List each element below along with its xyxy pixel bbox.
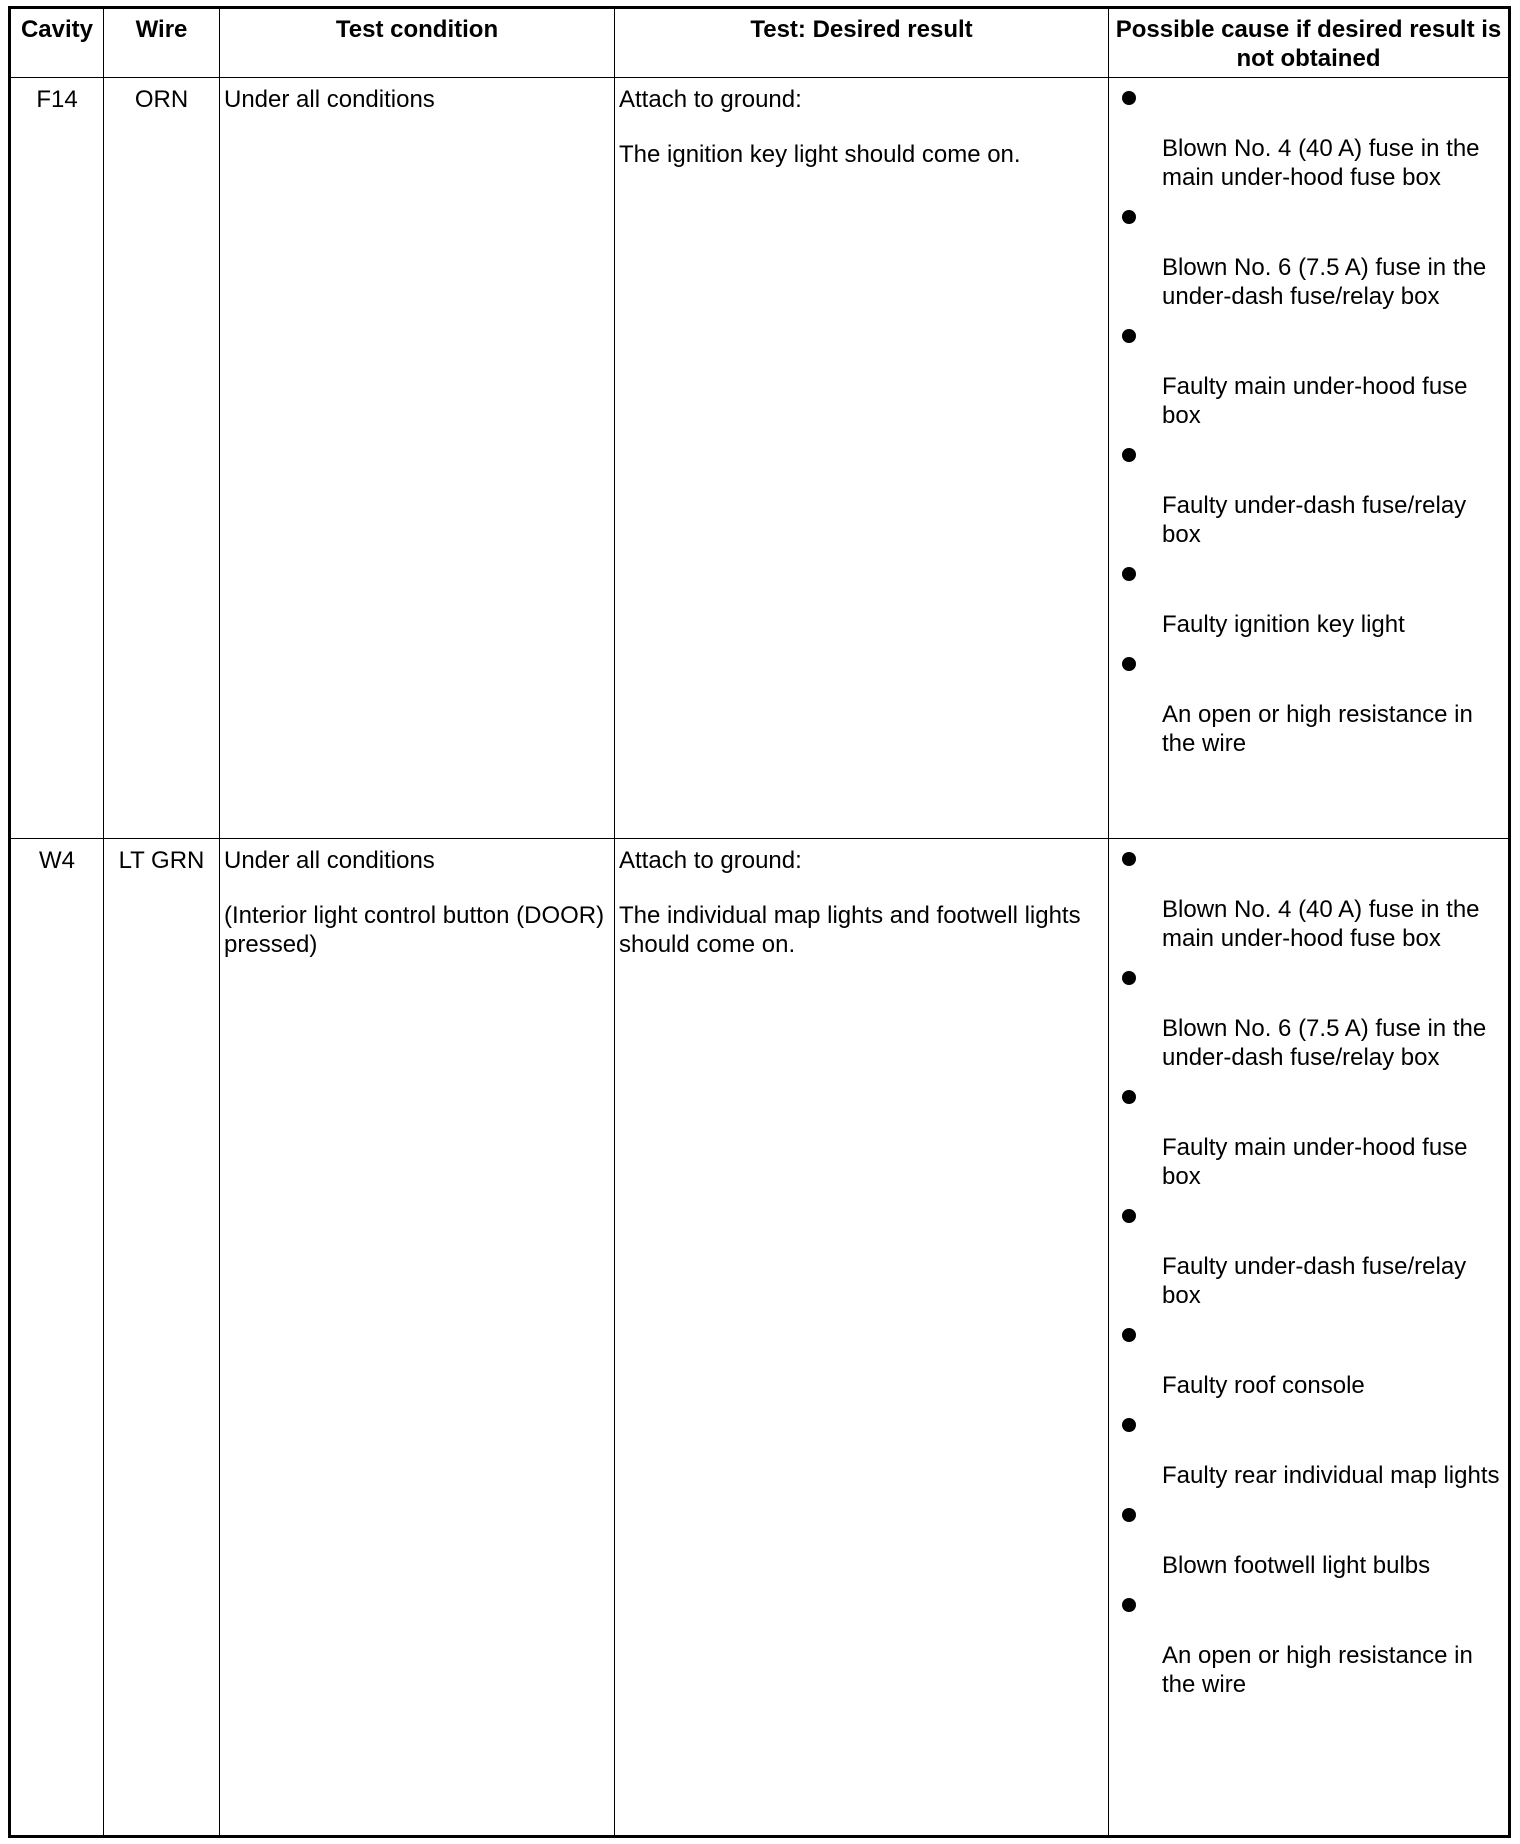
cause-item — [1119, 210, 1506, 311]
bullet-icon — [1122, 448, 1136, 462]
bullet-icon — [1122, 657, 1136, 671]
bullet-icon — [1122, 1598, 1136, 1612]
cause-text: Faulty ignition key light — [1162, 611, 1405, 638]
result-text: The individual map lights and footwell lights should come on. — [619, 902, 1081, 958]
header-row — [10, 8, 1510, 78]
cavity-cell: F14 — [10, 78, 104, 839]
cause-item — [1119, 852, 1506, 953]
cause-item — [1119, 1598, 1506, 1699]
cause-item — [1119, 91, 1506, 192]
troubleshooting-table-sheet — [8, 6, 1508, 1838]
cause-item — [1119, 1090, 1506, 1191]
cause-text: An open or high resistance in the wire — [1162, 701, 1473, 757]
wire-cell: LT GRN — [104, 839, 220, 1837]
condition-text: Under all conditions — [224, 86, 435, 113]
causes-cell — [1109, 839, 1510, 1837]
table-row — [10, 78, 1510, 839]
cause-item — [1119, 1328, 1506, 1400]
cause-text: Blown No. 4 (40 A) fuse in the main under-hood fuse box — [1162, 135, 1480, 191]
header-wire: Wire — [104, 8, 220, 78]
bullet-icon — [1122, 1090, 1136, 1104]
cause-text: Blown No. 6 (7.5 A) fuse in the under-dash fuse/relay box — [1162, 1015, 1487, 1071]
cause-item — [1119, 657, 1506, 758]
cause-item — [1119, 1209, 1506, 1310]
cause-text: Blown No. 4 (40 A) fuse in the main under-hood fuse box — [1162, 896, 1480, 952]
header-desired-result: Test: Desired result — [615, 8, 1109, 78]
result-text: The ignition key light should come on. — [619, 141, 1021, 168]
cause-text: An open or high resistance in the wire — [1162, 1642, 1473, 1698]
header-possible-cause: Possible cause if desired result is not obtained — [1109, 8, 1510, 78]
cause-item — [1119, 448, 1506, 549]
bullet-icon — [1122, 91, 1136, 105]
cause-text: Blown No. 6 (7.5 A) fuse in the under-dash fuse/relay box — [1162, 254, 1487, 310]
cause-text: Faulty under-dash fuse/relay box — [1162, 1253, 1467, 1309]
cause-text: Faulty under-dash fuse/relay box — [1162, 492, 1467, 548]
wire-cell: ORN — [104, 78, 220, 839]
condition-text: (Interior light control button (DOOR) pressed) — [224, 902, 605, 958]
bullet-icon — [1122, 329, 1136, 343]
cause-text: Faulty main under-hood fuse box — [1162, 1134, 1468, 1190]
troubleshooting-table — [8, 6, 1511, 1838]
condition-cell — [220, 839, 615, 1837]
bullet-icon — [1122, 567, 1136, 581]
condition-cell — [220, 78, 615, 839]
bullet-icon — [1122, 971, 1136, 985]
cause-item — [1119, 1508, 1506, 1580]
cause-item — [1119, 971, 1506, 1072]
cause-item — [1119, 329, 1506, 430]
causes-cell — [1109, 78, 1510, 839]
result-text: Attach to ground: — [619, 847, 802, 874]
bullet-icon — [1122, 1209, 1136, 1223]
header-test-condition: Test condition — [220, 8, 615, 78]
bullet-icon — [1122, 1508, 1136, 1522]
bullet-icon — [1122, 1328, 1136, 1342]
cause-text: Faulty main under-hood fuse box — [1162, 373, 1468, 429]
bullet-icon — [1122, 1418, 1136, 1432]
table-row — [10, 839, 1510, 1837]
result-text: Attach to ground: — [619, 86, 802, 113]
result-cell — [615, 78, 1109, 839]
cavity-cell: W4 — [10, 839, 104, 1837]
bullet-icon — [1122, 852, 1136, 866]
header-cavity: Cavity — [10, 8, 104, 78]
cause-text: Faulty roof console — [1162, 1372, 1365, 1399]
cause-item — [1119, 1418, 1506, 1490]
bullet-icon — [1122, 210, 1136, 224]
cause-text: Faulty rear individual map lights — [1162, 1462, 1500, 1489]
result-cell — [615, 839, 1109, 1837]
cause-text: Blown footwell light bulbs — [1162, 1552, 1431, 1579]
cause-item — [1119, 567, 1506, 639]
condition-text: Under all conditions — [224, 847, 435, 874]
